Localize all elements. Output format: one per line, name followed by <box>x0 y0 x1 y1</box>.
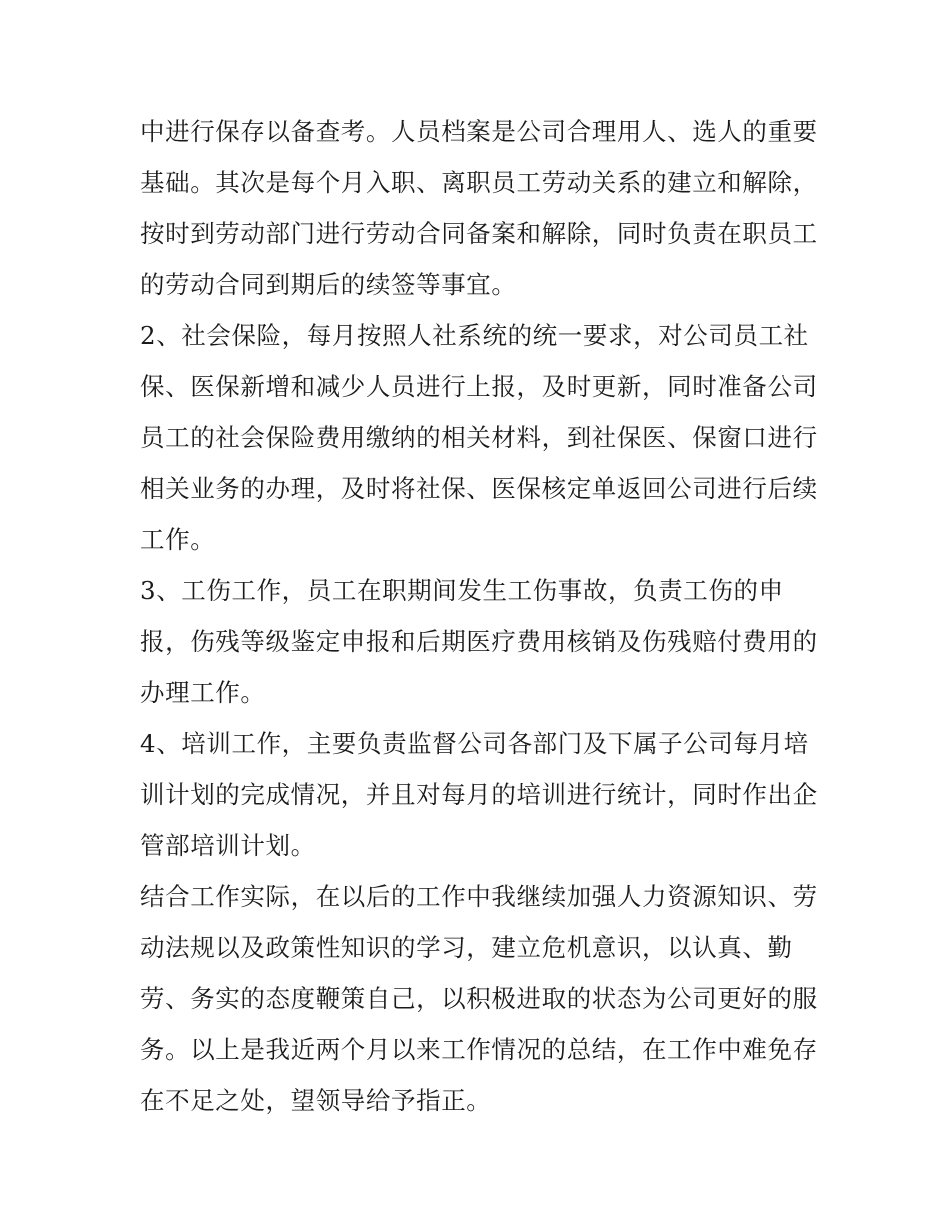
text-line: 基础。其次是每个月入职、离职员工劳动关系的建立和解除， <box>140 168 818 197</box>
conclusion-line: 结合工作实际，在以后的工作中我继续加强人力资源知识、劳 <box>140 882 818 911</box>
text-line: 办理工作。 <box>140 678 266 707</box>
section-2-line: 2、社会保险，每月按照人社系统的统一要求，对公司员工社 <box>140 321 809 350</box>
section-3-line: 3、工伤工作，员工在职期间发生工伤事故，负责工伤的申 <box>140 576 784 605</box>
text-line: 在不足之处，望领导给予指正。 <box>140 1086 492 1115</box>
text-line: 工作。 <box>140 525 216 554</box>
document-body <box>140 106 816 1126</box>
text-line: 劳、务实的态度鞭策自己，以积极进取的状态为公司更好的服 <box>140 984 818 1013</box>
text-line: 中进行保存以备查考。人员档案是公司合理用人、选人的重要 <box>140 117 818 146</box>
text-line: 员工的社会保险费用缴纳的相关材料，到社保医、保窗口进行 <box>140 423 818 452</box>
text-line: 相关业务的办理，及时将社保、医保核定单返回公司进行后续 <box>140 474 818 503</box>
section-4-line: 4、培训工作，主要负责监督公司各部门及下属子公司每月培 <box>140 729 809 758</box>
text-line: 务。以上是我近两个月以来工作情况的总结，在工作中难免存 <box>140 1035 818 1064</box>
text-line: 按时到劳动部门进行劳动合同备案和解除，同时负责在职员工 <box>140 219 818 248</box>
text-line: 动法规以及政策性知识的学习，建立危机意识，以认真、勤 <box>140 933 793 962</box>
text-line: 管部培训计划。 <box>140 831 316 860</box>
text-line: 保、医保新增和减少人员进行上报，及时更新，同时准备公司 <box>140 372 818 401</box>
text-line: 的劳动合同到期后的续签等事宜。 <box>140 270 517 299</box>
text-line: 训计划的完成情况，并且对每月的培训进行统计，同时作出企 <box>140 780 818 809</box>
text-line: 报，伤残等级鉴定申报和后期医疗费用核销及伤残赔付费用的 <box>140 627 818 656</box>
